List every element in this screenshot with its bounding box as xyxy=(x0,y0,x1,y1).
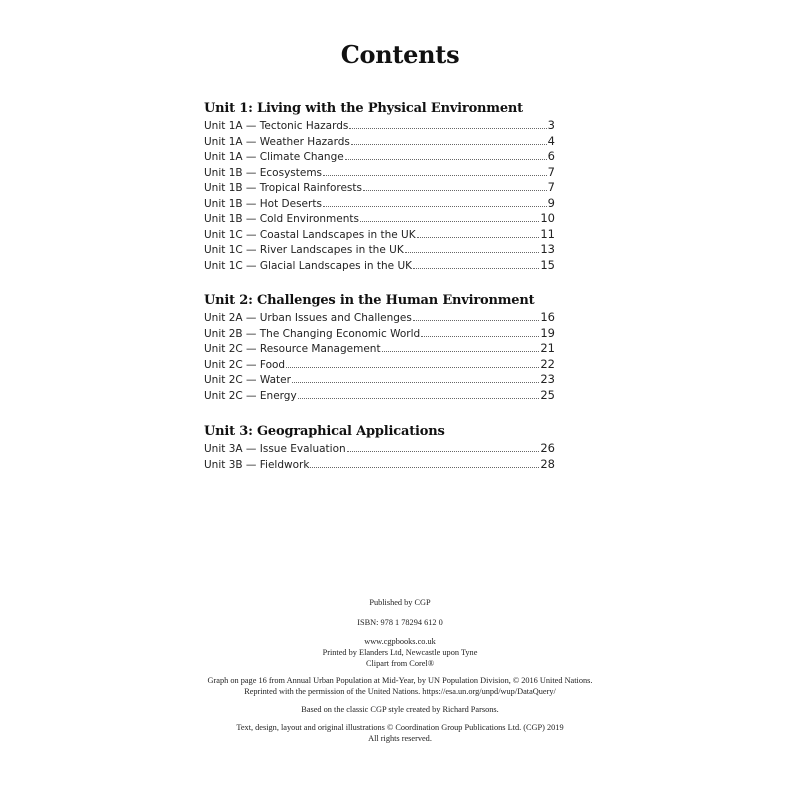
entry-page-number: 22 xyxy=(540,356,555,371)
imprint-graph-credit xyxy=(0,675,800,697)
dot-leader xyxy=(347,451,540,452)
entry-label: Unit 2C — Resource Management xyxy=(204,343,381,355)
isbn-text: ISBN: 978 1 78294 612 0 xyxy=(357,618,443,627)
entry-label: Unit 3A — Issue Evaluation xyxy=(204,443,346,455)
dot-leader xyxy=(298,398,540,399)
toc-entry-unit-2c-food xyxy=(204,357,555,373)
toc-entry-unit-1b-ecosystems xyxy=(204,165,555,181)
copyright-line-1: Text, design, layout and original illustrations © Coordination Group Publications Ltd. (CGP) 2019 xyxy=(236,723,564,732)
entry-label: Unit 1B — Hot Deserts xyxy=(204,197,322,210)
graph-credit-line-2: Reprinted with the permission of the United Nations. https://esa.un.org/unpd/wup/DataQuery/ xyxy=(244,687,556,696)
toc-entry-unit-2c-resource-management xyxy=(204,341,555,357)
dot-leader xyxy=(323,206,547,207)
toc-entry-unit-3a-issue-evaluation xyxy=(204,441,555,457)
entry-label: Unit 1C — Coastal Landscapes in the UK xyxy=(204,228,416,241)
entry-label: Unit 1B — Ecosystems xyxy=(204,166,323,179)
unit-1-heading: Unit 1: Living with the Physical Environment xyxy=(204,101,523,116)
copyright-line-2: All rights reserved. xyxy=(368,734,432,743)
dot-leader xyxy=(351,144,547,145)
toc-entry-unit-1a-climate-change xyxy=(204,149,555,165)
dot-leader xyxy=(345,159,547,160)
dot-leader xyxy=(310,467,539,468)
toc-entry-unit-1a-tectonic-hazards xyxy=(204,118,555,134)
entry-page-number: 19 xyxy=(540,325,555,340)
imprint-style-credit xyxy=(0,704,800,715)
entry-label: Unit 3B — Fieldwork xyxy=(204,458,310,471)
toc-entry-unit-1b-cold-environments xyxy=(204,211,555,227)
entry-page-number: 7 xyxy=(547,180,555,194)
dot-leader xyxy=(323,175,547,176)
dot-leader xyxy=(413,268,539,269)
dot-leader xyxy=(382,351,540,352)
imprint-isbn xyxy=(0,617,800,628)
entry-label: Unit 2C — Food xyxy=(204,358,286,371)
entry-label: Unit 2B — The Changing Economic World xyxy=(204,327,421,340)
dot-leader xyxy=(349,128,546,129)
website-text: www.cgpbooks.co.uk xyxy=(364,637,436,646)
entry-label: Unit 1C — River Landscapes in the UK xyxy=(204,244,404,256)
entry-page-number: 28 xyxy=(540,456,555,471)
toc-entry-unit-1b-tropical-rainforests xyxy=(204,180,555,196)
entry-label: Unit 2C — Energy xyxy=(204,389,297,402)
entry-page-number: 4 xyxy=(547,133,555,148)
entry-label: Unit 1A — Weather Hazards xyxy=(204,135,350,148)
unit-3-section xyxy=(204,423,555,472)
entry-page-number: 10 xyxy=(540,211,555,225)
dot-leader xyxy=(417,237,540,238)
unit-2-section xyxy=(204,292,555,403)
dot-leader xyxy=(413,320,539,321)
entry-page-number: 9 xyxy=(547,195,555,210)
toc-entry-unit-3b-fieldwork xyxy=(204,457,555,473)
entry-page-number: 13 xyxy=(540,242,555,256)
entry-page-number: 23 xyxy=(540,372,555,386)
entry-label: Unit 1B — Cold Environments xyxy=(204,213,359,225)
dot-leader xyxy=(286,367,539,368)
entry-label: Unit 2C — Water xyxy=(204,374,291,386)
entry-page-number: 26 xyxy=(540,441,555,455)
entry-page-number: 25 xyxy=(540,387,555,402)
unit-3-heading: Unit 3: Geographical Applications xyxy=(204,424,445,439)
entry-page-number: 11 xyxy=(540,226,555,241)
published-by-text: Published by CGP xyxy=(369,598,431,607)
toc-entry-unit-2c-water xyxy=(204,372,555,388)
entry-page-number: 15 xyxy=(540,257,555,272)
entry-label: Unit 1C — Glacial Landscapes in the UK xyxy=(204,259,413,272)
toc-entry-unit-1c-coastal-landscapes xyxy=(204,227,555,243)
imprint-print-details xyxy=(0,636,800,669)
page-title: Contents xyxy=(340,40,460,69)
entry-page-number: 3 xyxy=(547,118,555,132)
graph-credit-line-1: Graph on page 16 from Annual Urban Population at Mid-Year, by UN Population Division, © 2016 United Nations. xyxy=(207,676,593,685)
toc-entry-unit-2a-urban-issues xyxy=(204,310,555,326)
entry-page-number: 16 xyxy=(540,310,555,324)
entry-label: Unit 2A — Urban Issues and Challenges xyxy=(204,312,412,324)
entry-label: Unit 1B — Tropical Rainforests xyxy=(204,182,362,194)
dot-leader xyxy=(421,336,539,337)
toc-entry-unit-1b-hot-deserts xyxy=(204,196,555,212)
dot-leader xyxy=(292,382,539,383)
unit-1-section xyxy=(204,100,555,273)
unit-2-heading: Unit 2: Challenges in the Human Environment xyxy=(204,293,535,308)
printed-by-text: Printed by Elanders Ltd, Newcastle upon Tyne xyxy=(322,648,478,657)
toc-entry-unit-1c-river-landscapes xyxy=(204,242,555,258)
entry-label: Unit 1A — Climate Change xyxy=(204,151,344,163)
toc-entry-unit-2b-changing-economic-world xyxy=(204,326,555,342)
imprint-published-by xyxy=(0,597,800,608)
dot-leader xyxy=(360,221,539,222)
entry-label: Unit 1A — Tectonic Hazards xyxy=(204,120,349,132)
dot-leader xyxy=(405,252,540,253)
toc-entry-unit-1a-weather-hazards xyxy=(204,134,555,150)
imprint-copyright xyxy=(0,722,800,744)
dot-leader xyxy=(363,190,547,191)
entry-page-number: 7 xyxy=(547,164,555,179)
clipart-credit-text: Clipart from Corel® xyxy=(365,659,435,668)
style-credit-text: Based on the classic CGP style created by Richard Parsons. xyxy=(301,705,499,714)
entry-page-number: 6 xyxy=(547,149,555,163)
entry-page-number: 21 xyxy=(540,341,555,355)
toc-entry-unit-2c-energy xyxy=(204,388,555,404)
toc-entry-unit-1c-glacial-landscapes xyxy=(204,258,555,274)
